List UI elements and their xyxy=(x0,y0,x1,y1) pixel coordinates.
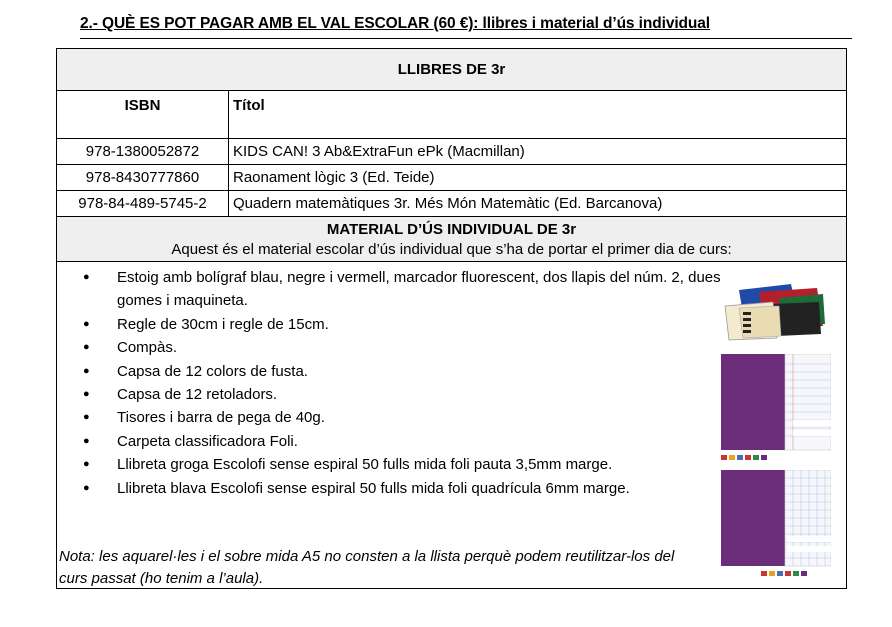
heading-underline-rule xyxy=(80,38,852,39)
page-heading: 2.- QUÈ ES POT PAGAR AMB EL VAL ESCOLAR (60 €): llibres i material d’ús individual xyxy=(80,15,711,32)
isbn-column-header: ISBN xyxy=(57,91,229,139)
lined-notebook-image xyxy=(721,354,831,462)
table-row xyxy=(57,139,847,165)
material-section-description: Aquest és el material escolar d’ús individual que s’ha de portar el primer dia de curs: xyxy=(171,241,732,258)
list-item: ● Capsa de 12 retoladors. xyxy=(83,383,733,406)
folders-icon xyxy=(719,280,827,342)
material-list xyxy=(83,266,733,500)
book-isbn: 978-84-489-5745-2 xyxy=(57,191,229,217)
list-item: ● Carpeta classificadora Foli. xyxy=(83,430,733,453)
list-item: ● Capsa de 12 colors de fusta. xyxy=(83,360,733,383)
books-section-title: LLIBRES DE 3r xyxy=(57,49,847,91)
school-voucher-table xyxy=(56,48,847,589)
table-row xyxy=(57,165,847,191)
book-isbn: 978-8430777860 xyxy=(57,165,229,191)
list-item: ● Llibreta groga Escolofi sense espiral 50 fulls mida foli pauta 3,5mm marge. xyxy=(83,453,733,476)
classifier-folders-image xyxy=(719,280,827,342)
material-list-row xyxy=(57,262,847,589)
list-item: ● Tisores i barra de pega de 40g. xyxy=(83,406,733,429)
books-title-row xyxy=(57,49,847,91)
table-row xyxy=(57,191,847,217)
list-item: ● Llibreta blava Escolofi sense espiral 50 fulls mida foli quadrícula 6mm marge. xyxy=(83,477,733,500)
material-title-row xyxy=(57,217,847,262)
book-isbn: 978-1380052872 xyxy=(57,139,229,165)
note-text: Nota: les aquarel·les i el sobre mida A5 no consten a la llista perquè podem reutilitzar-los del curs passat (ho tenim a l’aula). xyxy=(59,548,675,587)
list-item: ● Compàs. xyxy=(83,336,733,359)
books-header-row xyxy=(57,91,847,139)
list-item: ● Estoig amb bolígraf blau, negre i vermell, marcador fluorescent, dos llapis del núm. 2, dues gomes i maquineta. xyxy=(83,266,733,313)
list-item: ● Regle de 30cm i regle de 15cm. xyxy=(83,313,733,336)
title-column-header: Títol xyxy=(229,91,847,139)
lined-notebook-icon xyxy=(721,354,831,462)
material-section-title: MATERIAL D’ÚS INDIVIDUAL DE 3r xyxy=(326,221,577,238)
book-title: KIDS CAN! 3 Ab&ExtraFun ePk (Macmillan) xyxy=(229,139,847,165)
book-title: Raonament lògic 3 (Ed. Teide) xyxy=(229,165,847,191)
grid-notebook-image xyxy=(721,470,831,578)
grid-notebook-icon xyxy=(721,470,831,578)
book-title: Quadern matemàtiques 3r. Més Món Matemàtic (Ed. Barcanova) xyxy=(229,191,847,217)
